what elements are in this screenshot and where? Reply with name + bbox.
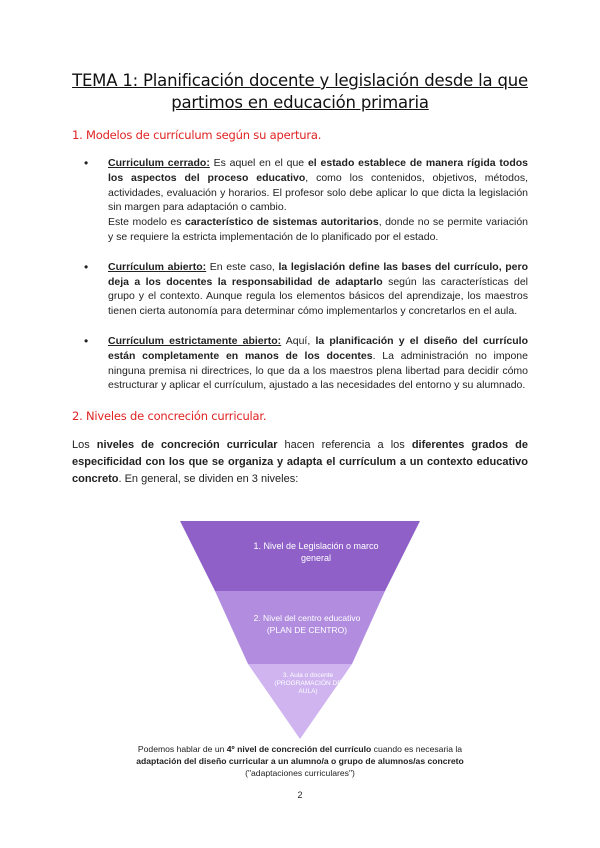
text: Es aquel en el que (209, 157, 308, 169)
text: . En general, se dividen en 3 niveles: (118, 473, 299, 485)
page-title (40, 70, 560, 114)
title-line-2: partimos en educación primaria (171, 93, 429, 112)
bold-text: el estado establece de manera rígida todos los aspectos del proceso educativo (108, 157, 528, 184)
list-item-curriculum-abierto (80, 260, 528, 319)
pyramid-level-1-label: 1. Nivel de Legislación o marco general (253, 541, 379, 563)
list-item-curriculum-cerrado (80, 156, 528, 245)
second-paragraph (108, 215, 528, 245)
bold-text: la planificación y el diseño del currículo están completamente en manos de los docentes (108, 334, 528, 362)
pyramid-caption (130, 743, 470, 779)
bullet-icon: • (84, 259, 89, 274)
text: Este modelo es (108, 216, 185, 229)
text: según las características del grupo y el contexto. Aunque regula los elementos básicos del aprendizaje, los maestros tienen cierta autonomía para determinar cómo implementarlos y concretarlos en el aula. (108, 275, 529, 318)
text: Podemos hablar de un (137, 744, 227, 754)
pyramid-level-3-label: 3. Aula o docente (PROGRAMACIÓN DE AULA) (274, 672, 342, 695)
pyramid-level-2-label: 2. Nivel del centro educativo (PLAN DE CENTRO) (253, 613, 361, 635)
page-number: 2 (297, 790, 303, 800)
text: , donde no se permite variación y se requiere la estricta implementación de lo planificado por el estado. (108, 216, 528, 243)
bold-text: 4º nivel de concreción del currículo (226, 744, 372, 754)
text: ("adaptaciones curriculares") (245, 768, 355, 778)
bold-text: niveles de concreción curricular (96, 439, 278, 451)
bullet-icon: • (84, 333, 89, 348)
bold-text: característico de sistemas autoritarios (184, 216, 379, 229)
bold-text: la legislación define las bases del currículo, pero deja a los docentes la responsabilidad de adaptarlo (108, 260, 528, 288)
list-item-curriculum-estrictamente-abierto (80, 334, 528, 393)
bullet-icon: • (84, 156, 89, 170)
curriculum-models-list (80, 156, 528, 408)
text: hacen referencia a los (277, 439, 412, 451)
text: En este caso, (206, 260, 279, 273)
term: Curriculum cerrado: (108, 157, 210, 169)
section-1-heading: 1. Modelos de currículum según su apertura. (72, 128, 322, 142)
text: . La administración no impone ninguna premisa ni directrices, lo que da a los maestros plena libertad para decidir cómo estructurar y aplicar el currículum, ajustado a las necesidades del entorno y su alumnado. (108, 349, 528, 392)
title-line-1: TEMA 1: Planificación docente y legislación desde la que (72, 71, 528, 90)
section-2-heading: 2. Niveles de concreción curricular. (72, 409, 267, 423)
section-2-intro (72, 437, 528, 488)
text: Aquí, (281, 334, 316, 347)
bold-text: adaptación del diseño curricular a un alumno/a o grupo de alumnos/as concreto (136, 756, 464, 766)
text: Los (72, 439, 97, 451)
text: , como los contenidos, objetivos, métodos, actividades, evaluación y horarios. El profesor solo debe aplicar lo que dicta la legislación sin margen para adaptación o cambio. (108, 171, 528, 214)
term: Currículum abierto: (108, 260, 207, 273)
text: cuando es necesaria la (371, 744, 463, 754)
bold-text: diferentes grados de especificidad con los que se organiza y adapta el currículum a un contexto educativo concreto (72, 439, 528, 485)
term: Currículum estrictamente abierto: (108, 334, 282, 347)
